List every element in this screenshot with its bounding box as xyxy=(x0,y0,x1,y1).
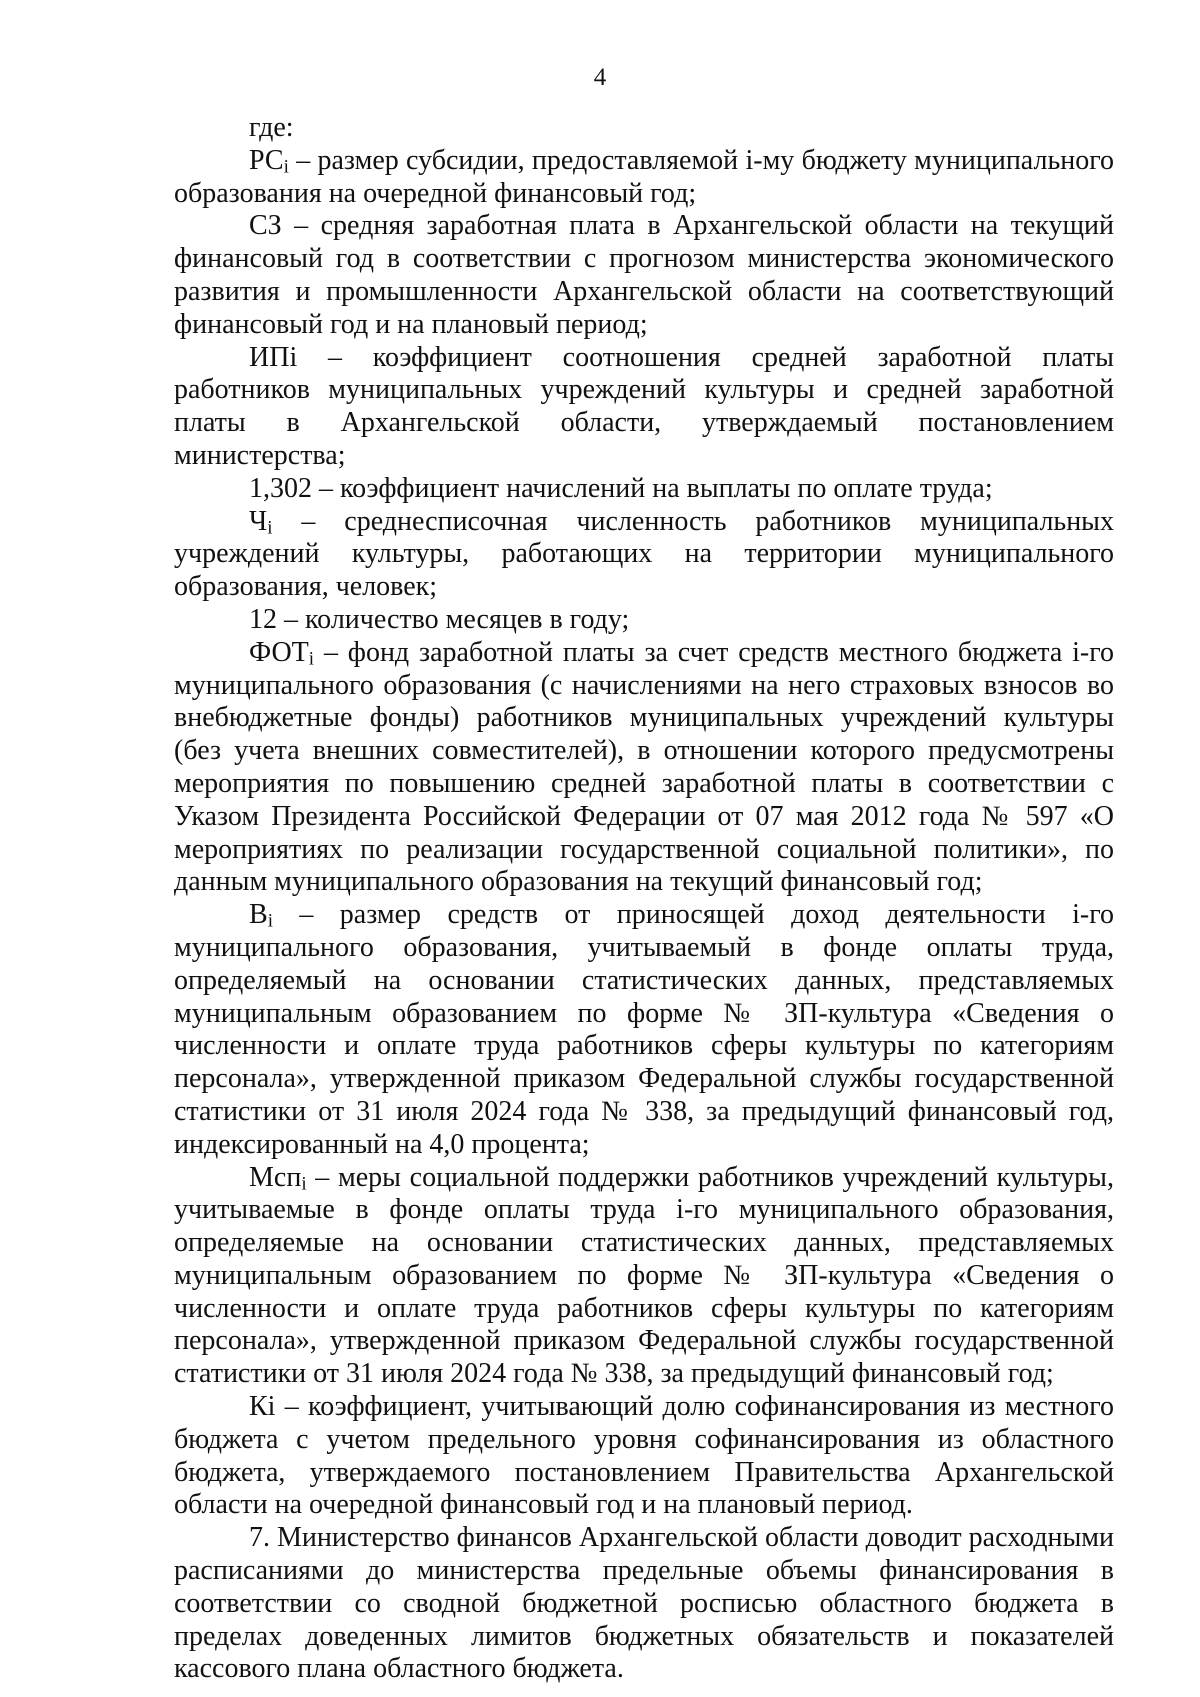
term-subscript: i xyxy=(267,910,273,932)
term-symbol: Мсп xyxy=(249,1161,302,1193)
definitions-intro: где: xyxy=(249,112,294,143)
term-symbol: В xyxy=(249,899,268,931)
term-subscript: i xyxy=(267,516,273,538)
definition-msp xyxy=(174,1162,1114,1392)
term-subscript: i xyxy=(308,648,315,670)
definition-text: – меры социальной поддержки работников учреждений культуры, учитываемые в фонде оплаты труда i-го муниципального образования, определяемые на основании статистических данных, представляемых муниципальным образованием по форме № ЗП-культура «Сведения о численности и оплате труда работников сферы культуры по категориям персонала», утвержденной приказом Федеральной службы государственной статистики от 31 июля 2024 года № 338, за предыдущий финансовый год; xyxy=(174,1161,1114,1390)
definition-text: – фонд заработной платы за счет средств местного бюджета i-го муниципального образования (с начислениями на него страховых взносов во внебюджетные фонды) работников муниципальных учреждений культуры (без учета внешних совместителей), в отношении которого предусмотрены мероприятия по повышению средней заработной платы в соответствии с Указом Президента Российской Федерации от 07 мая 2012 года № 597 «О мероприятиях по реализации государственной социальной политики», по данным муниципального образования на текущий финансовый год; xyxy=(174,636,1114,898)
term-symbol: Ч xyxy=(249,505,268,537)
definition-v xyxy=(174,899,1114,1161)
definition-rs xyxy=(174,145,1114,211)
clause-7: 7. Министерство финансов Архангельской области доводит расходными расписаниями до министерства предельные объемы финансирования в соответствии со сводной бюджетной росписью областного бюджета в пределах доведенных лимитов бюджетных обязательств и показателей кассового плана областного бюджета. xyxy=(174,1522,1114,1685)
definition-months: 12 – количество месяцев в году; xyxy=(249,603,630,635)
document-body xyxy=(174,112,1114,1686)
definition-coefficient: 1,302 – коэффициент начислений на выплаты по оплате труда; xyxy=(249,472,993,504)
definition-ip: ИПi – коэффициент соотношения средней заработной платы работников муниципальных учреждений культуры и средней заработной платы в Архангельской области, утверждаемый постановлением министерства; xyxy=(174,341,1114,471)
term-symbol: РС xyxy=(249,144,284,176)
definition-ch xyxy=(174,506,1114,604)
page-number: 4 xyxy=(593,64,607,91)
term-symbol: ФОТ xyxy=(249,636,309,668)
definition-text: – среднесписочная численность работников муниципальных учреждений культуры, работающих на территории муниципального образования, человек; xyxy=(174,505,1114,603)
definition-text: – размер средств от приносящей доход деятельности i-го муниципального образования, учитываемый в фонде оплаты труда, определяемый на основании статистических данных, представляемых муниципальным образованием по форме № ЗП-культура «Сведения о численности и оплате труда работников сферы культуры по категориям персонала», утвержденной приказом Федеральной службы государственной статистики от 31 июля 2024 года № 338, за предыдущий финансовый год, индексированный на 4,0 процента; xyxy=(174,899,1114,1160)
definition-text: – размер субсидии, предоставляемой i-му бюджету муниципального образования на очередной финансовый год; xyxy=(174,144,1114,209)
definition-sz: СЗ – средняя заработная плата в Архангельской области на текущий финансовый год в соответствии с прогнозом министерства экономического развития и промышленности Архангельской области на соответствующий финансовый год и на плановый период; xyxy=(174,210,1114,340)
term-subscript: i xyxy=(301,1172,307,1194)
definition-fot xyxy=(174,637,1114,899)
term-subscript: i xyxy=(283,156,289,178)
definition-ki: Кi – коэффициент, учитывающий долю софинансирования из местного бюджета с учетом предельного уровня софинансирования из областного бюджета, утверждаемого постановлением Правительства Архангельской области на очередной финансовый год и на плановый период. xyxy=(174,1391,1114,1521)
